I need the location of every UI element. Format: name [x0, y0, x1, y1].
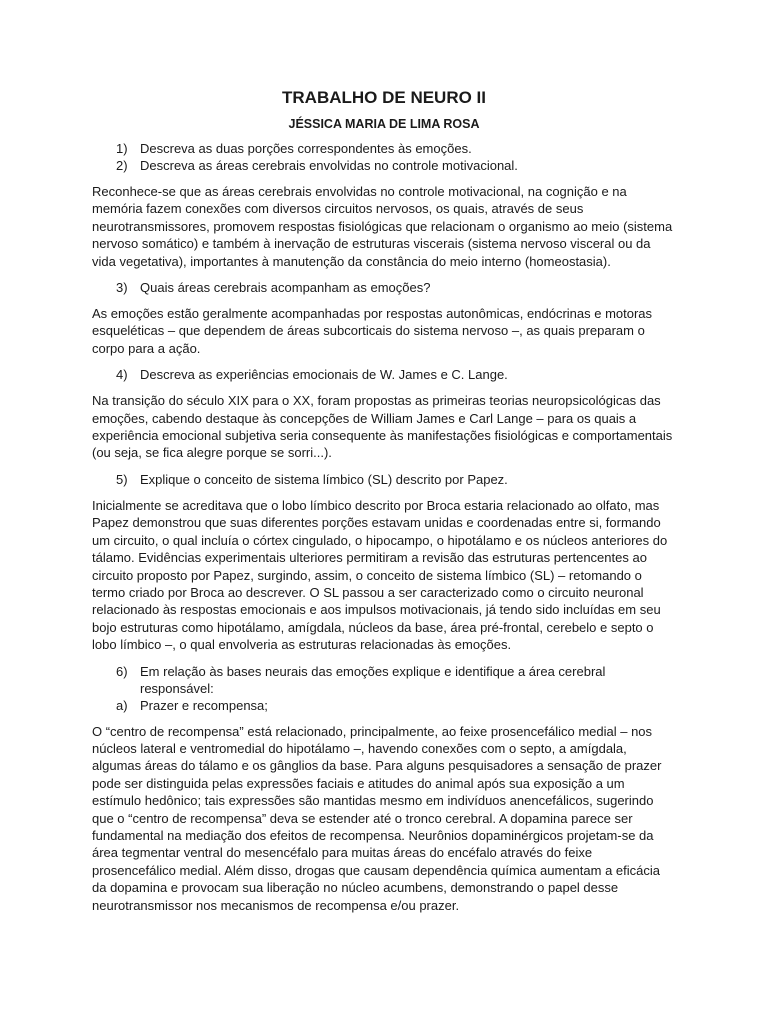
- question-text: Descreva as experiências emocionais de W. James e C. Lange.: [140, 367, 508, 383]
- question-item: [92, 157, 676, 174]
- answer-paragraph: Na transição do século XIX para o XX, foram propostas as primeiras teorias neuropsicológicas das emoções, cabendo destaque às concepções de William James e Carl Lange – para os quais a experiência emocional subjetiva seria consequente às manifestações fisiológicas e comportamentais (ou seja, se fica alegre porque se sorri...).: [92, 393, 673, 461]
- answer-paragraph: As emoções estão geralmente acompanhadas por respostas autonômicas, endócrinas e motoras esqueléticas – que dependem de áreas subcorticais do sistema nervoso –, as quais preparam o corpo para a ação.: [92, 306, 653, 356]
- question-number: a): [116, 697, 128, 713]
- question-number: 4): [116, 367, 128, 383]
- question-text: Descreva as duas porções correspondentes às emoções.: [140, 141, 472, 156]
- question-item: [92, 366, 676, 383]
- question-item: [92, 697, 676, 714]
- question-group-5: [92, 471, 676, 488]
- question-number: 6): [116, 663, 128, 679]
- question-text: Descreva as áreas cerebrais envolvidas no controle motivacional.: [140, 158, 518, 173]
- question-text: Quais áreas cerebrais acompanham as emoções?: [140, 280, 431, 296]
- question-number: 2): [116, 158, 128, 173]
- answer-paragraph: Inicialmente se acreditava que o lobo límbico descrito por Broca estaria relacionado ao olfato, mas Papez demonstrou que suas diferentes porções estavam unidas e coordenadas entre si, formando um circuito, o qual incluía o córtex cingulado, o hipocampo, o hipotálamo e os núcleos anteriores do tálamo. Evidências experimentais ulteriores permitiram a revisão das estruturas pertencentes ao circuito proposto por Papez, surgindo, assim, o conceito de sistema límbico (SL) – retomando o termo criado por Broca ao descrever. O SL passou a ser caracterizado como o circuito neuronal relacionado às respostas emocionais e aos impulsos motivacionais, já tendo sido incluídas em seu bojo estruturas como hipotálamo, amígdala, núcleos da base, área pré-frontal, cerebelo e septo o lobo límbico –, o qual envolveria as estruturas relacionadas às emoções.: [92, 497, 668, 653]
- answer-paragraph: Reconhece-se que as áreas cerebrais envolvidas no controle motivacional, na cognição e na memória fazem conexões com diversos circuitos nervosos, os quais, através de seus neurotransmissores, promovem respostas fisiológicas que relacionam o organismo ao meio (sistema nervoso somático) e também à inervação de estruturas viscerais (sistema nervoso visceral ou da vida vegetativa), importantes à manutenção da constância do meio interno (homeostasia).: [92, 184, 673, 269]
- question-group-1-2: [92, 140, 676, 174]
- answer-paragraph: O “centro de recompensa” está relacionado, principalmente, ao feixe prosencefálico medial – nos núcleos lateral e ventromedial do hipotálamo –, havendo conexões com o septo, a amígdala, algumas áreas do tálamo e os gânglios da base. Para alguns pesquisadores a sensação de prazer pode ser distinguida pelas expressões faciais e atitudes do animal após sua exposição a um estímulo hedônico; tais expressões são mantidas mesmo em indivíduos anencefálicos, sugerindo que o “centro de recompensa” deva se estender até o tronco cerebral. A dopamina parece ser fundamental na mediação dos efeitos de recompensa. Neurônios dopaminérgicos projetam-se da área tegmentar ventral do mesencéfalo para muitas áreas do encéfalo através do feixe prosencefálico medial. Além disso, drogas que causam dependência química aumentam a eficácia da dopamina e provocam sua liberação no núcleo acumbens, demonstrando o papel desse neurotransmissor nos mecanismos de recompensa e/ou prazer.: [92, 723, 662, 913]
- question-item: [92, 279, 676, 296]
- question-number: 1): [116, 141, 128, 156]
- question-group-6: [92, 663, 676, 714]
- question-number: 5): [116, 471, 128, 487]
- question-text: Explique o conceito de sistema límbico (SL) descrito por Papez.: [140, 471, 508, 487]
- question-group-3: [92, 279, 676, 296]
- question-number: 3): [116, 280, 128, 296]
- question-item: [92, 471, 676, 488]
- document-author: JÉSSICA MARIA DE LIMA ROSA: [288, 117, 480, 131]
- question-item: [92, 140, 676, 157]
- question-text: Em relação às bases neurais das emoções explique e identifique a área cerebral responsável:: [140, 663, 606, 696]
- question-text: Prazer e recompensa;: [140, 697, 268, 713]
- document-title: TRABALHO DE NEURO II: [282, 88, 486, 107]
- question-item: [92, 663, 676, 697]
- question-group-4: [92, 366, 676, 383]
